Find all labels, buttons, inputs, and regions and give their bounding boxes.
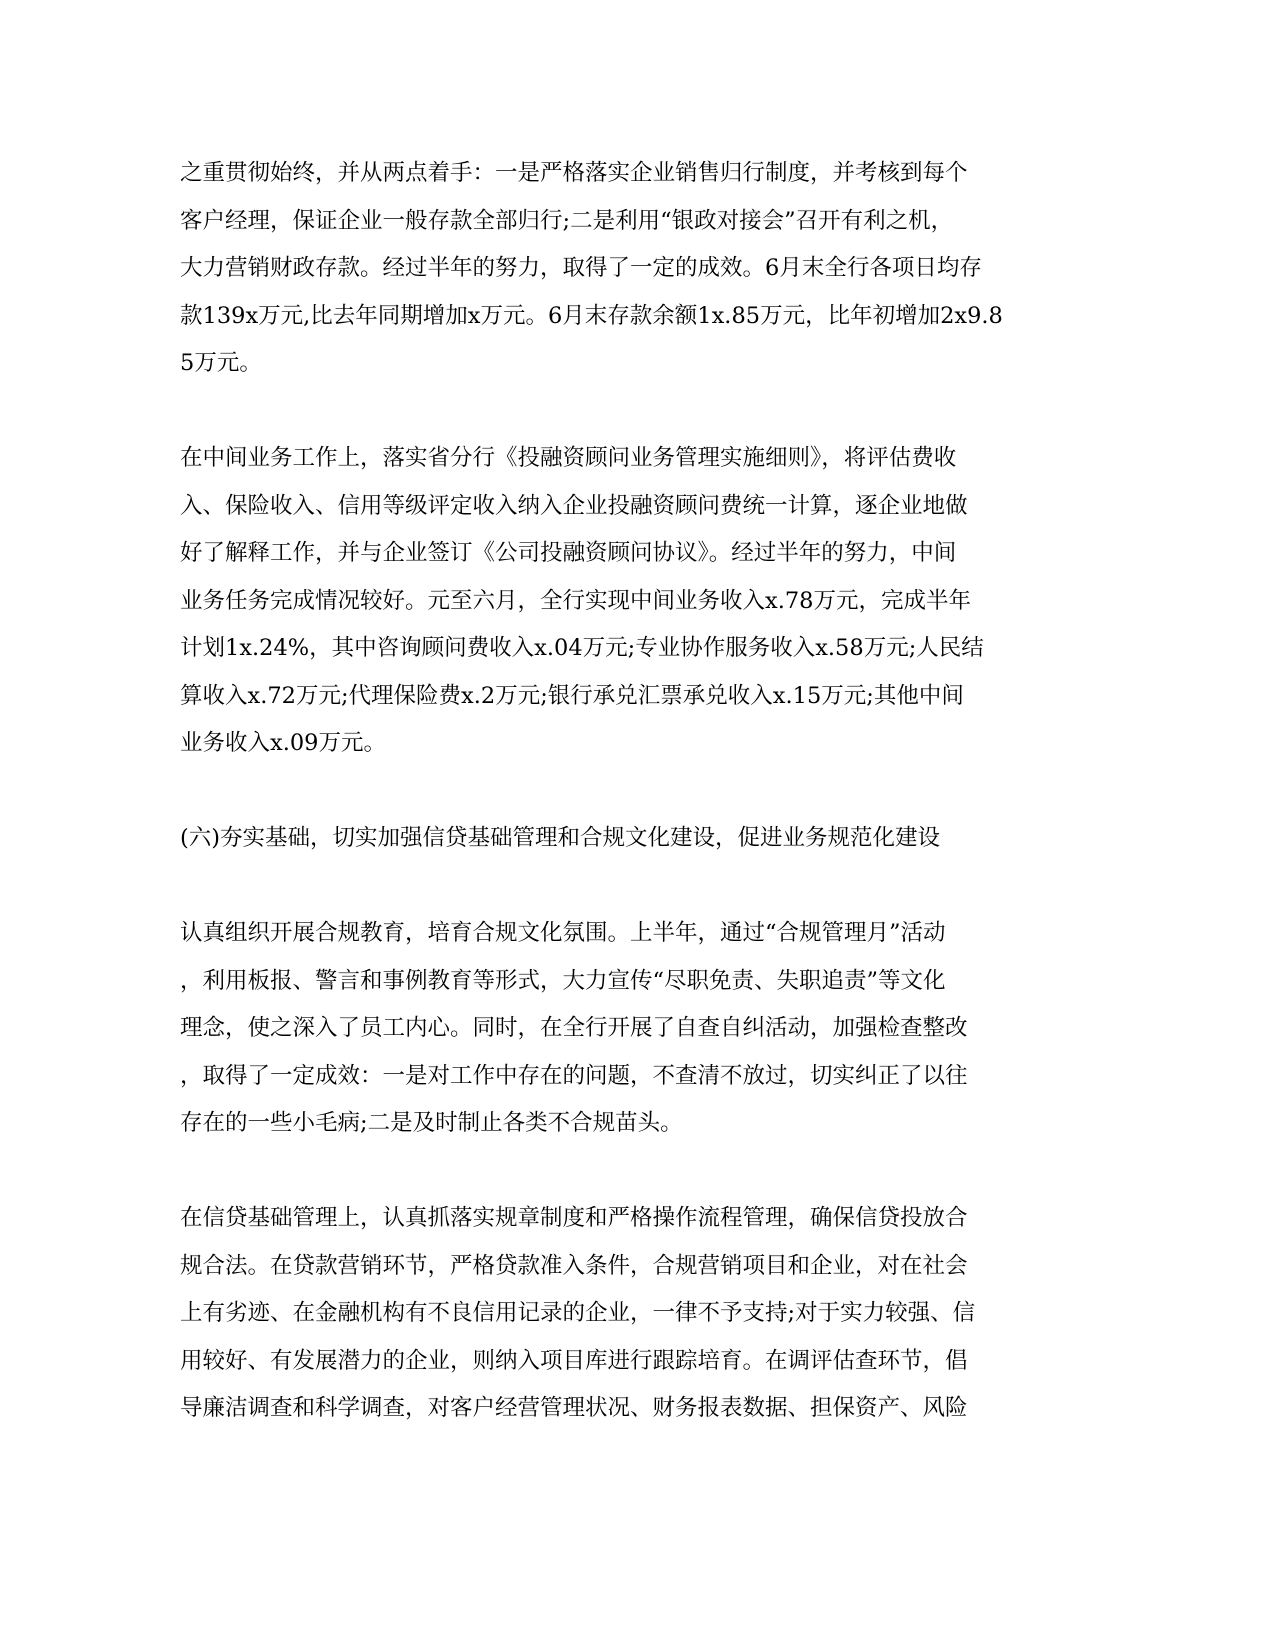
paragraph-deposit-results [180,150,1040,388]
document-body [180,150,1040,1433]
text-line: 客户经理，保证企业一般存款全部归行;二是利用“银政对接会”召开有利之机， [180,207,954,234]
text-line: 规合法。在贷款营销环节，严格贷款准入条件，合规营销项目和企业，对在社会 [180,1252,968,1279]
text-line: 理念，使之深入了员工内心。同时，在全行开展了自查自纠活动，加强检查整改 [180,1015,968,1041]
text-line: 上有劣迹、在金融机构有不良信用记录的企业，一律不予支持;对于实力较强、信 [180,1300,976,1326]
paragraph-compliance-education [180,910,1040,1148]
paragraph-spacer [180,863,1040,911]
text-line: 5万元。 [180,350,262,376]
section-heading [180,815,1040,863]
paragraph-spacer [180,388,1040,436]
text-line: ，取得了一定成效：一是对工作中存在的问题，不查清不放过，切实纠正了以往 [180,1062,968,1089]
text-line: 业务收入x.09万元。 [180,730,386,756]
text-line: 计划1x.24%，其中咨询顾问费收入x.04万元;专业协作服务收入x.58万元;人民结 [180,635,984,661]
text-line: 认真组织开展合规教育，培育合规文化氛围。上半年，通过“合规管理月”活动 [180,920,946,946]
paragraph-spacer [180,768,1040,816]
text-line: 在中间业务工作上，落实省分行《投融资顾问业务管理实施细则》，将评估费收 [180,445,957,471]
paragraph-spacer [180,1148,1040,1196]
section-heading-text: (六)夯实基础，切实加强信贷基础管理和合规文化建设，促进业务规范化建设 [180,825,941,851]
paragraph-intermediate-business [180,435,1040,768]
text-line: 大力营销财政存款。经过半年的努力，取得了一定的成效。6月末全行各项日均存 [180,255,982,281]
text-line: 存在的一些小毛病;二是及时制止各类不合规苗头。 [180,1110,683,1136]
text-line: 导廉洁调查和科学调查，对客户经营管理状况、财务报表数据、担保资产、风险 [180,1395,968,1421]
text-line: 业务任务完成情况较好。元至六月，全行实现中间业务收入x.78万元，完成半年 [180,587,971,614]
text-line: 款139x万元,比去年同期增加x万元。6月末存款余额1x.85万元，比年初增加2x9.8 [180,302,1003,329]
text-line: 在信贷基础管理上，认真抓落实规章制度和严格操作流程管理，确保信贷投放合 [180,1205,968,1231]
text-line: 算收入x.72万元;代理保险费x.2万元;银行承兑汇票承兑收入x.15万元;其他中间 [180,682,964,709]
text-line: ，利用板报、警言和事例教育等形式，大力宣传“尽职免责、失职追责”等文化 [180,967,946,994]
text-line: 好了解释工作，并与企业签订《公司投融资顾问协议》。经过半年的努力，中间 [180,540,957,566]
text-line: 用较好、有发展潜力的企业，则纳入项目库进行跟踪培育。在调评估查环节，倡 [180,1347,968,1374]
text-line: 之重贯彻始终，并从两点着手：一是严格落实企业销售归行制度，并考核到每个 [180,160,968,186]
text-line: 入、保险收入、信用等级评定收入纳入企业投融资顾问费统一计算，逐企业地做 [180,492,968,519]
paragraph-credit-management [180,1195,1040,1433]
